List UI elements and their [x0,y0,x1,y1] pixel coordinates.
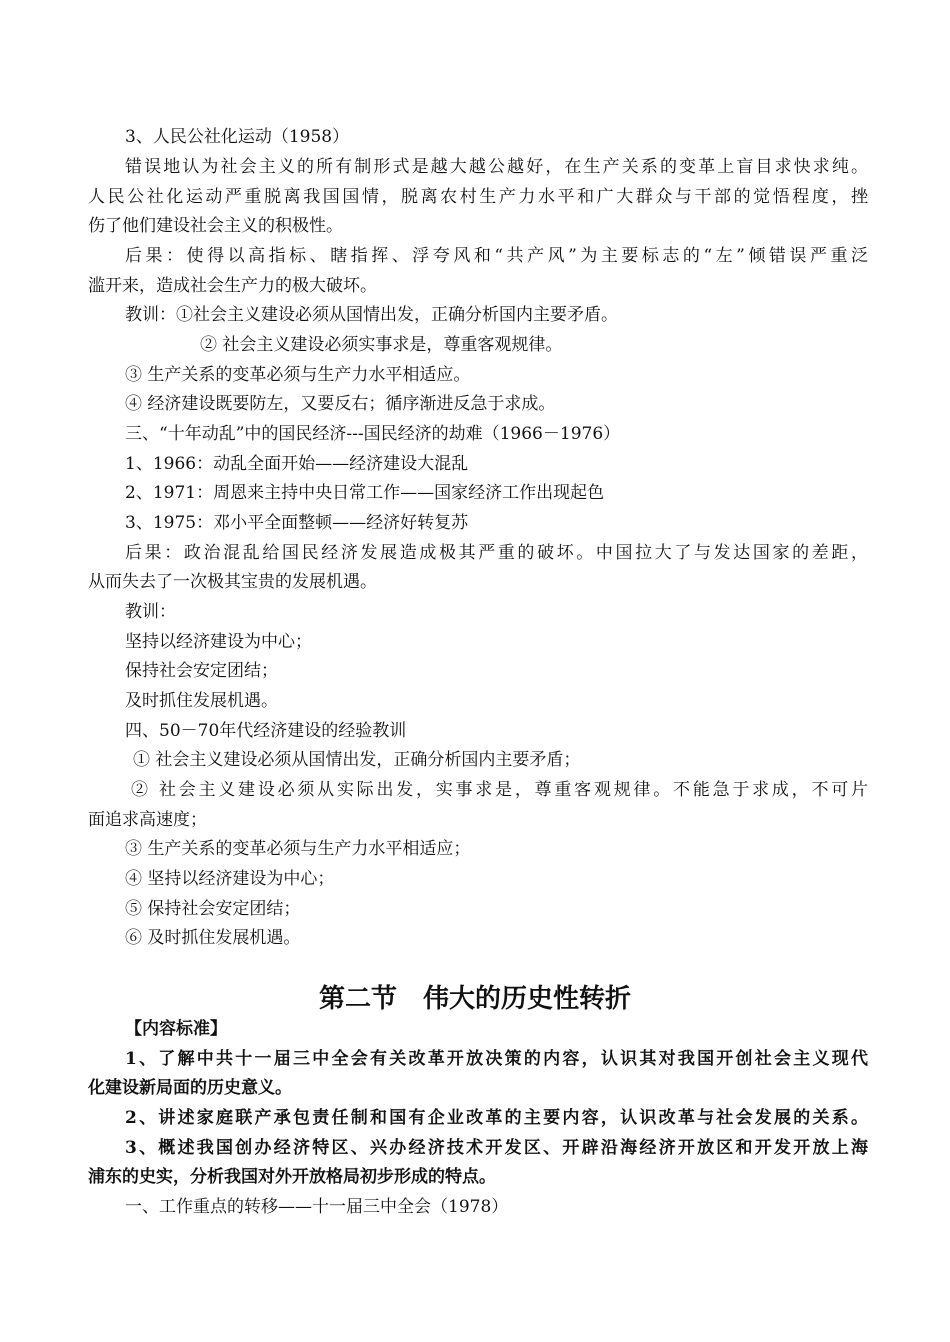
text-line: 及时抓住发展机遇。 [125,691,278,711]
standard-line: 3、概述我国创办经济特区、兴办经济技术开发区、开辟沿海经济开放区和开发开放上海 [125,1138,868,1158]
text-line: 四、50－70年代经济建设的经验教训 [125,721,407,741]
text-line: 后果：政治混乱给国民经济发展造成极其严重的破坏。中国拉大了与发达国家的差距， [125,543,868,563]
text-line: 三、“十年动乱”中的国民经济---国民经济的劫难（1966－1976） [125,424,621,444]
text-line: ③ 生产关系的变革必须与生产力水平相适应； [125,839,471,859]
text-line: 伤了他们建设社会主义的积极性。 [88,216,343,236]
text-line: 从而失去了一次极其宝贵的发展机遇。 [88,572,377,592]
text-line: 坚持以经济建设为中心； [125,632,312,652]
text-line: 一、工作重点的转移——十一届三中全会（1978） [125,1197,509,1217]
standard-line: 1、了解中共十一届三中全会有关改革开放决策的内容，认识其对我国开创社会主义现代 [125,1049,868,1069]
text-line: 1、1966：动乱全面开始——经济建设大混乱 [125,454,469,474]
section-title: 第二节 伟大的历史性转折 [318,984,631,1014]
text-line: 3、1975：邓小平全面整顿——经济好转复苏 [125,513,469,533]
text-line: 教训：①社会主义建设必须从国情出发，正确分析国内主要矛盾。 [125,305,618,325]
text-line: 2、1971：周恩来主持中央日常工作——国家经济工作出现起色 [125,483,605,503]
text-line: 面追求高速度； [88,810,207,830]
text-line: 错误地认为社会主义的所有制形式是越大越公越好，在生产关系的变革上盲目求快求纯。 [125,157,868,177]
text-line: 后果：使得以高指标、瞎指挥、浮夸风和“共产风”为主要标志的“左”倾错误严重泛 [125,246,868,266]
text-line: ① 社会主义建设必须从国情出发，正确分析国内主要矛盾； [133,750,581,770]
text-line: ② 社会主义建设必须实事求是，尊重客观规律。 [200,335,563,355]
standard-line: 2、讲述家庭联产承包责任制和国有企业改革的主要内容，认识改革与社会发展的关系。 [125,1108,868,1128]
text-line: 3、人民公社化运动（1958） [125,127,350,147]
text-line: 保持社会安定团结； [125,661,278,681]
standard-label: 【内容标准】 [125,1019,227,1039]
text-line: ② 社会主义建设必须从实际出发，实事求是，尊重客观规律。不能急于求成，不可片 [131,780,868,800]
text-line: ⑤ 保持社会安定团结； [125,899,301,919]
standard-line: 化建设新局面的历史意义。 [88,1078,292,1098]
text-line: ④ 坚持以经济建设为中心； [125,869,335,889]
text-line: ⑥ 及时抓住发展机遇。 [125,928,301,948]
text-line: ④ 经济建设既要防左，又要反右；循序渐进反急于求成。 [125,394,556,414]
standard-line: 浦东的史实，分析我国对外开放格局初步形成的特点。 [88,1167,496,1187]
text-line: 教训： [125,602,176,622]
text-line: 人民公社化运动严重脱离我国国情，脱离农村生产力水平和广大群众与干部的觉悟程度，挫 [88,187,868,207]
text-line: ③ 生产关系的变革必须与生产力水平相适应。 [125,365,471,385]
text-line: 滥开来，造成社会生产力的极大破坏。 [88,276,377,296]
